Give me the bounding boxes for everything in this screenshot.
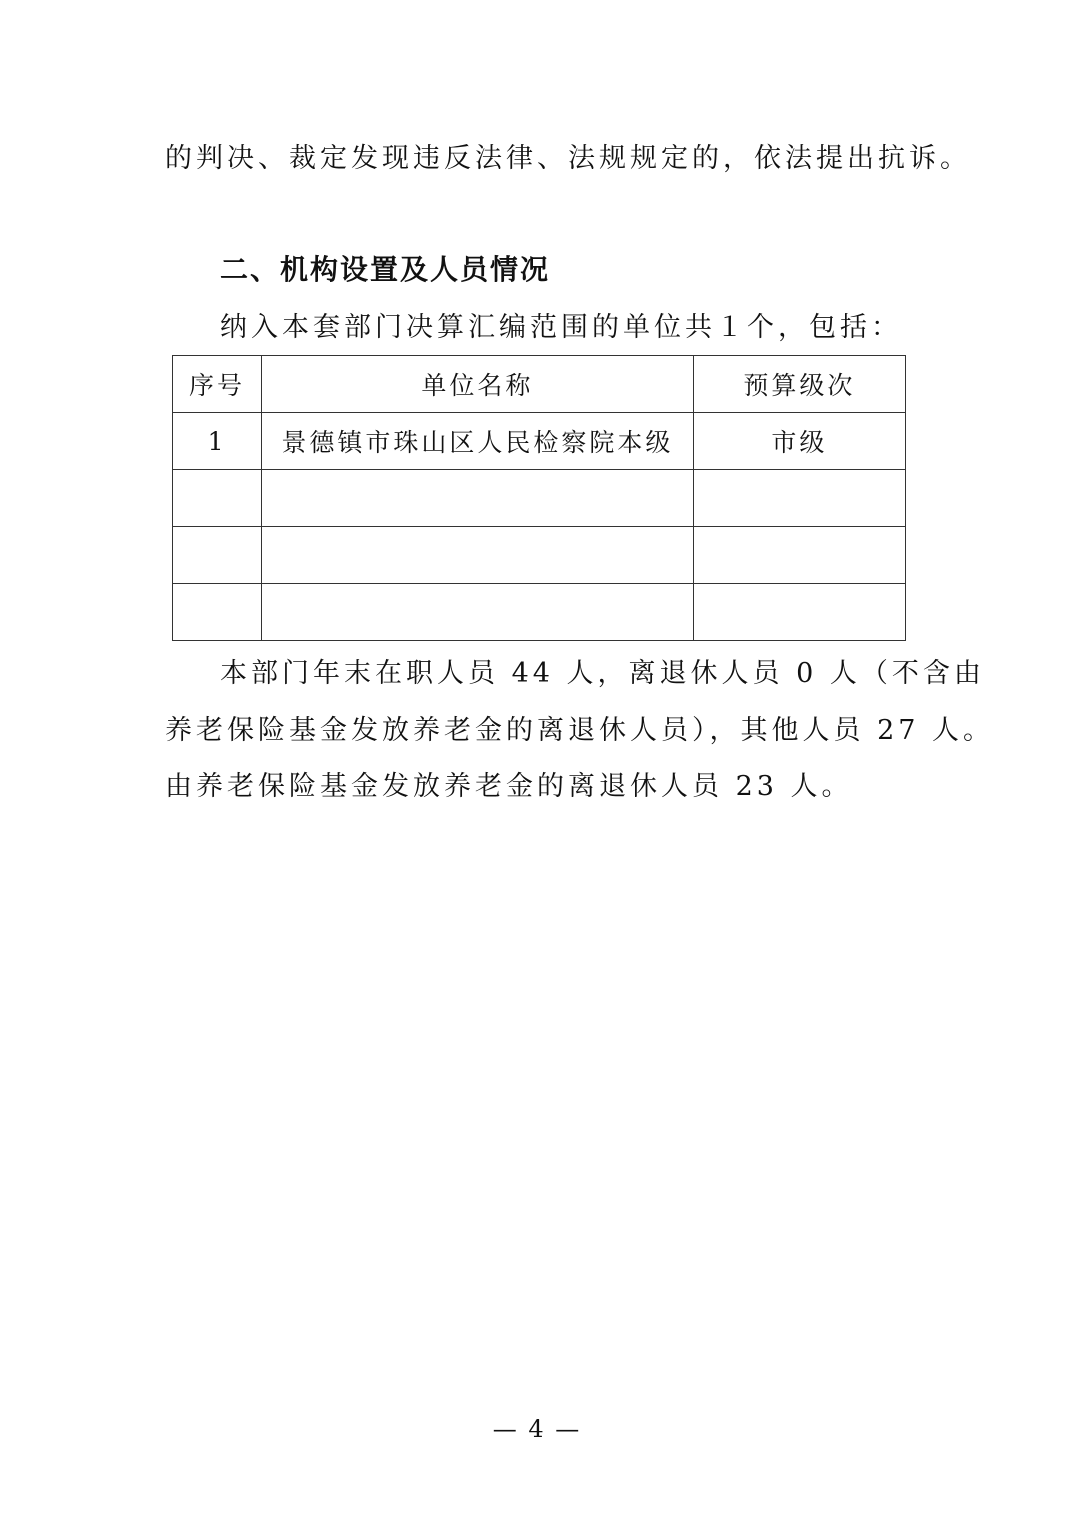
cell-name <box>262 470 694 527</box>
table-row <box>173 413 906 470</box>
page-number: — 4 — <box>492 1415 582 1443</box>
cell-no: 1 <box>173 413 262 470</box>
table-row <box>173 527 906 584</box>
header-no: 序号 <box>173 356 262 413</box>
staff-paragraph-line-3: 由养老保险基金发放养老金的离退休人员 23 人。 <box>165 771 853 802</box>
staff-paragraph-line-1: 本部门年末在职人员 44 人，离退休人员 0 人（不含由 <box>220 658 985 689</box>
intro-paragraph: 纳入本套部门决算汇编范围的单位共１个，包括： <box>220 312 902 343</box>
table-row <box>173 584 906 641</box>
cell-no <box>173 470 262 527</box>
header-name: 单位名称 <box>262 356 694 413</box>
cell-name: 景德镇市珠山区人民检察院本级 <box>262 413 694 470</box>
continuation-paragraph: 的判决、裁定发现违反法律、法规规定的，依法提出抗诉。 <box>165 143 971 174</box>
section-heading: 二、机构设置及人员情况 <box>220 253 551 286</box>
cell-level <box>693 470 905 527</box>
cell-level <box>693 584 905 641</box>
cell-name <box>262 527 694 584</box>
cell-level: 市级 <box>693 413 905 470</box>
cell-no <box>173 584 262 641</box>
cell-no <box>173 527 262 584</box>
table-row <box>173 470 906 527</box>
header-level: 预算级次 <box>693 356 905 413</box>
table-header-row <box>173 356 906 413</box>
staff-paragraph-line-2: 养老保险基金发放养老金的离退休人员），其他人员 27 人。 <box>165 715 995 746</box>
cell-name <box>262 584 694 641</box>
cell-level <box>693 527 905 584</box>
units-table <box>172 355 906 641</box>
